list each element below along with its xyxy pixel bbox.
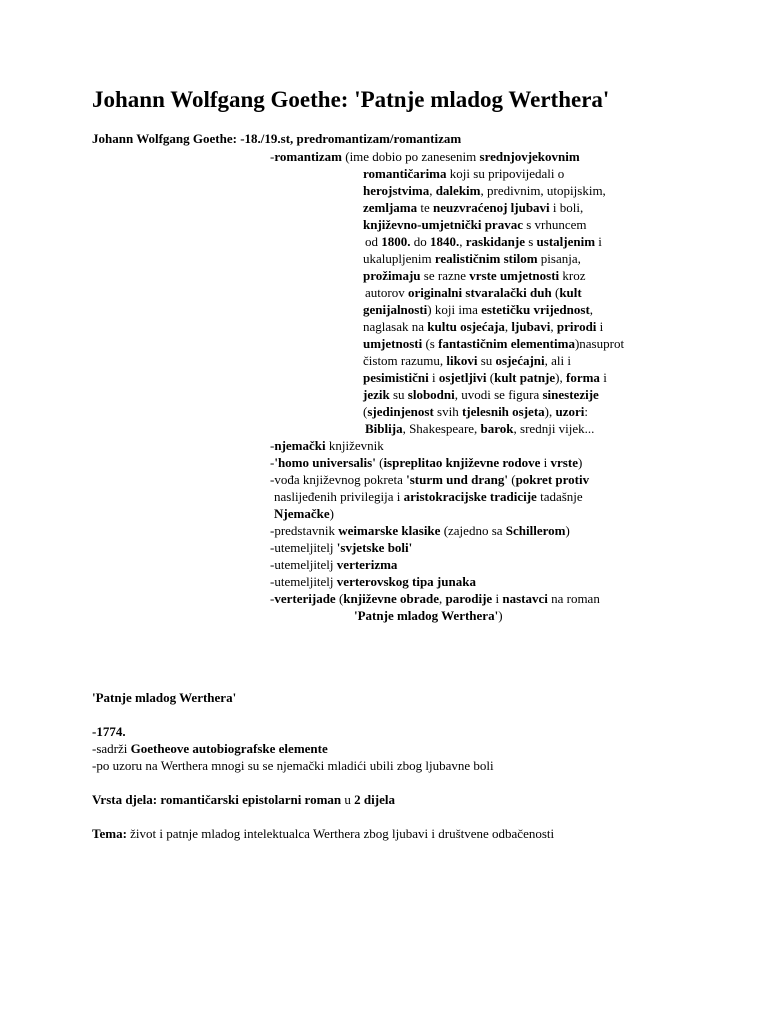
text-line (270, 471, 589, 488)
text-segment: i (595, 234, 602, 249)
text-segment: i (428, 370, 439, 385)
text-line (365, 284, 582, 301)
bold-text-segment: romantizam (274, 149, 342, 164)
text-segment: , (589, 302, 594, 317)
text-line (363, 403, 588, 420)
bold-text-segment: parodije (445, 591, 493, 606)
bold-text-segment: srednjovjekovnim (479, 149, 580, 164)
text-line (363, 369, 607, 386)
text-segment: : (584, 404, 589, 419)
text-segment: , predivnim, utopijskim, (480, 183, 606, 198)
bold-text-segment: 2 dijela (354, 792, 395, 807)
bold-text-segment: 1800. (381, 234, 411, 249)
text-segment: -utemeljitelj (270, 574, 337, 589)
bold-text-segment: 1840. (430, 234, 460, 249)
text-segment: -utemeljitelj (270, 557, 337, 572)
text-line (92, 130, 461, 147)
text-segment: kroz (559, 268, 586, 283)
bold-text-segment: osjećajni (495, 353, 545, 368)
text-line (363, 335, 624, 352)
text-line (363, 301, 593, 318)
text-line (363, 318, 603, 335)
bold-text-segment: osjetljivi (438, 370, 487, 385)
text-line (270, 148, 580, 165)
text-line (92, 723, 126, 740)
bold-text-segment: Goetheove autobiografske elemente (130, 741, 328, 756)
text-segment: ( (375, 455, 384, 470)
text-segment: čistom razumu, (363, 353, 447, 368)
text-segment: te (417, 200, 434, 215)
text-segment: -predstavnik (270, 523, 339, 538)
bold-text-segment: Johann Wolfgang Goethe: -18./19.st, predromantizam/romantizam (92, 131, 462, 146)
text-segment: tadašnje (536, 489, 583, 504)
bold-text-segment: 'svjetske boli' (336, 540, 413, 555)
bold-text-segment: Njemačke (274, 506, 330, 521)
bold-text-segment: raskidanje (465, 234, 525, 249)
text-segment: ( (363, 404, 368, 419)
bold-text-segment: estetičku vrijednost (481, 302, 590, 317)
text-line (92, 740, 328, 757)
text-segment: s vrhuncem (522, 217, 587, 232)
text-segment: , (439, 591, 446, 606)
bold-text-segment: književne obrade (343, 591, 439, 606)
text-line (363, 250, 581, 267)
text-segment: )nasuprot (574, 336, 625, 351)
bold-text-segment: tjelesnih osjeta (461, 404, 545, 419)
bold-text-segment: njemački (274, 438, 326, 453)
bold-text-segment: književno-umjetnički pravac (363, 217, 523, 232)
bold-text-segment: 'sturm und drang' (406, 472, 508, 487)
text-line (363, 182, 606, 199)
text-segment: se razne (420, 268, 470, 283)
bold-text-segment: prožimaju (363, 268, 421, 283)
text-segment: ), (555, 370, 566, 385)
text-line (363, 165, 564, 182)
text-segment: pisanja, (537, 251, 581, 266)
text-line (363, 267, 586, 284)
text-segment: ( (335, 591, 344, 606)
bold-text-segment: 'Patnje mladog Werthera' (354, 608, 499, 623)
bold-text-segment: barok (480, 421, 514, 436)
bold-text-segment: fantastičnim elementima (438, 336, 575, 351)
bold-text-segment: nastavci (502, 591, 548, 606)
text-segment: i (540, 455, 551, 470)
text-segment: - (270, 455, 275, 470)
text-line (363, 352, 571, 369)
text-segment: -sadrži (92, 741, 131, 756)
section-heading (92, 689, 236, 706)
bold-text-segment: Vrsta djela: romantičarski epistolarni roman (92, 792, 342, 807)
text-line (270, 573, 476, 590)
text-segment: - (270, 149, 275, 164)
bold-text-segment: vrste umjetnosti (469, 268, 560, 283)
bold-text-segment: originalni stvaralački duh (407, 285, 552, 300)
bold-text-segment: ljubavi (511, 319, 551, 334)
bold-text-segment: uzori (555, 404, 585, 419)
bold-text-segment: verterijade (274, 591, 336, 606)
text-segment: , Shakespeare, (402, 421, 481, 436)
text-segment: , srednji vijek... (513, 421, 595, 436)
bold-text-segment: pokret protiv (515, 472, 590, 487)
text-line (363, 216, 587, 233)
bold-text-segment: kultu osjećaja (427, 319, 505, 334)
text-line (270, 556, 397, 573)
text-segment: književnik (325, 438, 384, 453)
text-line (363, 199, 583, 216)
text-line (92, 791, 395, 808)
text-segment: ) (498, 608, 503, 623)
text-segment: su (477, 353, 496, 368)
text-segment: (ime dobio po zanesenim (341, 149, 480, 164)
text-segment: ) (577, 455, 583, 470)
bold-text-segment: ispreplitao književne rodove (383, 455, 541, 470)
bold-text-segment: verterizma (336, 557, 398, 572)
text-segment: , (550, 319, 557, 334)
text-segment: na roman (547, 591, 600, 606)
bold-text-segment: Schillerom (505, 523, 566, 538)
bold-text-segment: likovi (446, 353, 478, 368)
text-line (365, 420, 594, 437)
text-segment: (s (422, 336, 439, 351)
text-segment: koji su pripovijedali o (446, 166, 565, 181)
text-segment: (zajedno sa (440, 523, 506, 538)
text-segment: od (365, 234, 382, 249)
text-line (274, 505, 334, 522)
text-segment: ( (551, 285, 560, 300)
bold-text-segment: realističnim stilom (434, 251, 538, 266)
bold-text-segment: verterovskog tipa junaka (336, 574, 476, 589)
text-segment: i (599, 370, 607, 385)
bold-text-segment: prirodi (556, 319, 597, 334)
text-segment: - (270, 438, 275, 453)
bold-text-segment: herojstvima (363, 183, 430, 198)
text-segment: su (389, 387, 408, 402)
text-segment: i (596, 319, 604, 334)
bold-text-segment: forma (566, 370, 600, 385)
text-line (365, 233, 602, 250)
text-segment: ) (565, 523, 570, 538)
text-segment: i (492, 591, 503, 606)
text-line (92, 757, 494, 774)
bold-text-segment: slobodni (407, 387, 455, 402)
bold-text-segment: genijalnosti (363, 302, 428, 317)
text-segment: autorov (365, 285, 408, 300)
bold-text-segment: weimarske klasike (338, 523, 441, 538)
bold-text-segment: 'Patnje mladog Werthera' (92, 690, 237, 705)
text-segment: , (459, 234, 466, 249)
text-segment: -po uzoru na Werthera mnogi su se njemački mladići ubili zbog ljubavne boli (92, 758, 494, 773)
bold-text-segment: -1774. (92, 724, 126, 739)
text-segment: -vođa književnog pokreta (270, 472, 407, 487)
text-segment: život i patnje mladog intelektualca Werthera zbog ljubavi i društvene odbačenosti (126, 826, 555, 841)
bold-text-segment: vrste (550, 455, 578, 470)
bold-text-segment: neuzvraćenoj ljubavi (433, 200, 550, 215)
bold-text-segment: aristokracijske tradicije (403, 489, 537, 504)
text-segment: i boli, (549, 200, 584, 215)
text-segment: ) (329, 506, 334, 521)
text-line (354, 607, 503, 624)
text-segment: ukalupljenim (363, 251, 435, 266)
text-line (270, 539, 412, 556)
bold-text-segment: 'homo universalis' (274, 455, 376, 470)
bold-text-segment: sinestezije (542, 387, 599, 402)
bold-text-segment: dalekim (435, 183, 481, 198)
text-line (270, 454, 582, 471)
bold-text-segment: jezik (363, 387, 390, 402)
bold-text-segment: kult patnje (494, 370, 556, 385)
text-line (270, 522, 570, 539)
bold-text-segment: ustaljenim (536, 234, 596, 249)
text-segment: , (429, 183, 436, 198)
text-line (92, 825, 554, 842)
text-segment: ( (507, 472, 516, 487)
text-segment: naglasak na (363, 319, 428, 334)
text-segment: u (341, 792, 355, 807)
bold-text-segment: Biblija (365, 421, 403, 436)
text-segment: , ali i (544, 353, 572, 368)
text-line (274, 488, 583, 505)
text-segment: do (410, 234, 430, 249)
text-segment: naslijeđenih privilegija i (274, 489, 404, 504)
bold-text-segment: romantičarima (363, 166, 447, 181)
bold-text-segment: pesimistični (363, 370, 429, 385)
bold-text-segment: umjetnosti (363, 336, 423, 351)
text-segment: ), (544, 404, 556, 419)
bold-text-segment: kult (559, 285, 582, 300)
text-line (363, 386, 599, 403)
text-line (270, 437, 384, 454)
bold-text-segment: Tema: (92, 826, 127, 841)
text-segment: s (524, 234, 537, 249)
text-segment: , (504, 319, 512, 334)
text-segment: -utemeljitelj (270, 540, 337, 555)
text-line (270, 590, 600, 607)
text-segment: ) koji ima (427, 302, 482, 317)
text-segment: - (270, 591, 275, 606)
bold-text-segment: sjedinjenost (367, 404, 434, 419)
text-segment: , uvodi se figura (454, 387, 543, 402)
text-segment: ( (486, 370, 495, 385)
document-title: Johann Wolfgang Goethe: 'Patnje mladog Werthera' (92, 87, 610, 112)
bold-text-segment: zemljama (363, 200, 418, 215)
text-segment: svih (433, 404, 462, 419)
